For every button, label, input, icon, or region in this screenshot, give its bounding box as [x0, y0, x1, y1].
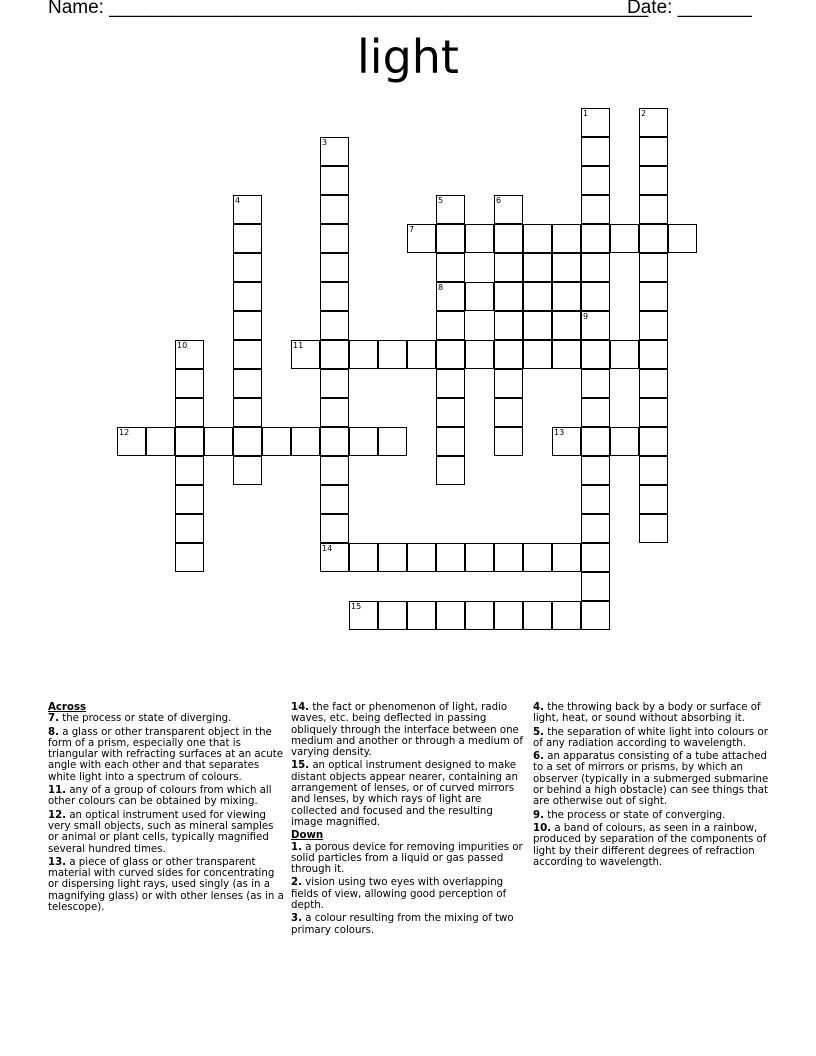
clue-text: any of a group of colours from which all other colours can be obtained by mixing.	[48, 785, 272, 808]
grid-cell[interactable]	[291, 427, 320, 456]
grid-cell[interactable]	[581, 108, 610, 137]
clue-number-label: 8.	[48, 726, 59, 738]
grid-cell[interactable]	[233, 456, 262, 485]
grid-cell[interactable]	[320, 166, 349, 195]
grid-cell[interactable]	[581, 485, 610, 514]
clue-number: 4	[235, 196, 241, 205]
grid-cell[interactable]	[233, 369, 262, 398]
date-field-label: Date: _______	[627, 0, 752, 18]
clue-column-3	[533, 702, 769, 870]
grid-cell[interactable]	[436, 282, 465, 311]
grid-cell[interactable]	[233, 340, 262, 369]
clue-text: the separation of white light into colours or of any radiation according to wavelength.	[533, 726, 768, 749]
clue-text: an apparatus consisting of a tube attached to a set of mirrors or prisms, by which an observer (typically in a submerged submarine or behind a high obstacle) can see things that are otherwise out of sight.	[533, 751, 769, 808]
clue-number: 2	[641, 109, 647, 118]
grid-cell[interactable]	[436, 195, 465, 224]
grid-cell[interactable]	[436, 398, 465, 427]
clue-item	[291, 877, 527, 911]
grid-cell[interactable]	[494, 253, 523, 282]
clue-number-label: 9.	[533, 809, 544, 821]
clue-number: 9	[583, 312, 589, 321]
grid-cell[interactable]	[349, 427, 378, 456]
grid-cell[interactable]	[233, 253, 262, 282]
grid-cell[interactable]	[668, 224, 697, 253]
clue-number: 13	[554, 428, 565, 437]
grid-cell[interactable]	[494, 543, 523, 572]
grid-cell[interactable]	[465, 601, 494, 630]
grid-cell[interactable]	[436, 543, 465, 572]
clue-number: 14	[322, 544, 333, 553]
clue-item	[48, 727, 284, 783]
grid-cell[interactable]	[320, 485, 349, 514]
grid-cell[interactable]	[233, 311, 262, 340]
clue-text: a colour resulting from the mixing of two primary colours.	[291, 913, 514, 936]
clue-column-2	[291, 702, 527, 938]
grid-cell[interactable]	[523, 311, 552, 340]
grid-cell[interactable]	[378, 601, 407, 630]
clue-number: 7	[409, 225, 415, 234]
clue-text: the fact or phenomenon of light, radio waves, etc. being deflected in passing obliquely through the interface between one medium and another or through a medium of varying density.	[291, 702, 523, 759]
grid-cell[interactable]	[378, 543, 407, 572]
clue-number: 6	[496, 196, 502, 205]
grid-cell[interactable]	[552, 253, 581, 282]
grid-cell[interactable]	[494, 369, 523, 398]
grid-cell[interactable]	[581, 456, 610, 485]
grid-cell[interactable]	[436, 456, 465, 485]
grid-cell[interactable]	[349, 601, 378, 630]
grid-cell[interactable]	[204, 427, 233, 456]
clue-number-label: 14.	[291, 702, 310, 713]
grid-cell[interactable]	[494, 601, 523, 630]
grid-cell[interactable]	[146, 427, 175, 456]
grid-cell[interactable]	[610, 224, 639, 253]
grid-cell[interactable]	[581, 572, 610, 601]
grid-cell[interactable]	[494, 282, 523, 311]
grid-cell[interactable]	[639, 485, 668, 514]
clue-text: the throwing back by a body or surface of light, heat, or sound without absorbing it.	[533, 702, 761, 725]
clue-text: an optical instrument used for viewing very small objects, such as mineral samples or animal or plant cells, typically magnified several hundred times.	[48, 809, 274, 855]
grid-cell[interactable]	[436, 224, 465, 253]
grid-cell[interactable]	[320, 137, 349, 166]
grid-cell[interactable]	[552, 427, 581, 456]
clue-item	[291, 760, 527, 828]
clue-number-label: 5.	[533, 726, 544, 738]
grid-cell[interactable]	[581, 253, 610, 282]
grid-cell[interactable]	[320, 427, 349, 456]
clue-text: an optical instrument designed to make distant objects appear nearer, containing an arrangement of lenses, or of curved mirrors and lenses, by which rays of light are collected and focused and the resulting image magnified.	[291, 760, 518, 828]
grid-cell[interactable]	[552, 543, 581, 572]
grid-cell[interactable]	[581, 282, 610, 311]
clue-number-label: 7.	[48, 713, 59, 725]
clue-section-heading: Down	[291, 830, 324, 842]
grid-cell[interactable]	[552, 340, 581, 369]
grid-cell[interactable]	[581, 340, 610, 369]
grid-cell[interactable]	[494, 224, 523, 253]
clue-number: 1	[583, 109, 589, 118]
grid-cell[interactable]	[378, 340, 407, 369]
clue-number-label: 11.	[48, 785, 67, 797]
grid-cell[interactable]	[639, 311, 668, 340]
grid-cell[interactable]	[407, 601, 436, 630]
clue-column-1	[48, 702, 284, 915]
clue-number: 3	[322, 138, 328, 147]
grid-cell[interactable]	[465, 282, 494, 311]
grid-cell[interactable]	[494, 311, 523, 340]
clue-text: the process or state of converging.	[547, 809, 726, 821]
grid-cell[interactable]	[581, 195, 610, 224]
grid-cell[interactable]	[494, 427, 523, 456]
grid-cell[interactable]	[320, 456, 349, 485]
clue-text: a piece of glass or other transparent material with curved sides for concentrating or dispersing light rays, used singly (as in a magnifying glass) or with other lenses (as in a telescope).	[48, 856, 284, 914]
grid-cell[interactable]	[436, 601, 465, 630]
grid-cell[interactable]	[639, 108, 668, 137]
clue-number: 5	[438, 196, 444, 205]
grid-cell[interactable]	[639, 427, 668, 456]
clue-item	[291, 913, 527, 936]
puzzle-title: light	[357, 30, 459, 84]
clue-item	[291, 842, 527, 876]
grid-cell[interactable]	[639, 340, 668, 369]
grid-cell[interactable]	[639, 137, 668, 166]
grid-cell[interactable]	[349, 340, 378, 369]
grid-cell[interactable]	[581, 311, 610, 340]
grid-cell[interactable]	[436, 311, 465, 340]
grid-cell[interactable]	[523, 253, 552, 282]
grid-cell[interactable]	[465, 543, 494, 572]
grid-cell[interactable]	[320, 543, 349, 572]
grid-cell[interactable]	[523, 224, 552, 253]
clue-number-label: 1.	[291, 841, 302, 853]
grid-cell[interactable]	[639, 224, 668, 253]
grid-cell[interactable]	[581, 137, 610, 166]
clue-number-label: 15.	[291, 760, 310, 772]
grid-cell[interactable]	[175, 427, 204, 456]
clue-item	[48, 857, 284, 913]
grid-cell[interactable]	[320, 195, 349, 224]
grid-cell[interactable]	[320, 398, 349, 427]
grid-cell[interactable]	[610, 427, 639, 456]
grid-cell[interactable]	[552, 224, 581, 253]
clue-number-label: 13.	[48, 856, 67, 868]
grid-cell[interactable]	[378, 427, 407, 456]
grid-cell[interactable]	[581, 398, 610, 427]
grid-cell[interactable]	[175, 340, 204, 369]
grid-cell[interactable]	[349, 543, 378, 572]
grid-cell[interactable]	[291, 340, 320, 369]
grid-cell[interactable]	[407, 340, 436, 369]
grid-cell[interactable]	[320, 224, 349, 253]
grid-cell[interactable]	[639, 369, 668, 398]
clue-item	[48, 810, 284, 855]
clue-number: 10	[177, 341, 188, 350]
grid-cell[interactable]	[175, 543, 204, 572]
grid-cell[interactable]	[639, 253, 668, 282]
grid-cell[interactable]	[175, 398, 204, 427]
grid-cell[interactable]	[117, 427, 146, 456]
clue-item	[533, 810, 769, 821]
grid-cell[interactable]	[407, 543, 436, 572]
grid-cell[interactable]	[320, 311, 349, 340]
grid-cell[interactable]	[581, 601, 610, 630]
grid-cell[interactable]	[320, 253, 349, 282]
grid-cell[interactable]	[436, 369, 465, 398]
grid-cell[interactable]	[465, 224, 494, 253]
clue-item	[48, 713, 284, 724]
grid-cell[interactable]	[581, 369, 610, 398]
grid-cell[interactable]	[175, 369, 204, 398]
grid-cell[interactable]	[581, 427, 610, 456]
clue-number: 15	[351, 602, 362, 611]
grid-cell[interactable]	[523, 340, 552, 369]
clue-section-heading: Across	[48, 702, 87, 713]
clue-text: vision using two eyes with overlapping fields of view, allowing good perception of depth.	[291, 877, 507, 912]
clue-item	[48, 785, 284, 808]
grid-cell[interactable]	[639, 166, 668, 195]
clue-number: 11	[293, 341, 304, 350]
grid-cell[interactable]	[233, 195, 262, 224]
grid-cell[interactable]	[523, 601, 552, 630]
grid-cell[interactable]	[320, 369, 349, 398]
grid-cell[interactable]	[610, 340, 639, 369]
grid-cell[interactable]	[552, 311, 581, 340]
grid-cell[interactable]	[233, 224, 262, 253]
grid-cell[interactable]	[407, 224, 436, 253]
grid-cell[interactable]	[639, 514, 668, 543]
clue-item	[533, 727, 769, 750]
grid-cell[interactable]	[581, 514, 610, 543]
grid-cell[interactable]	[523, 543, 552, 572]
clue-number: 12	[119, 428, 130, 437]
grid-cell[interactable]	[233, 282, 262, 311]
clue-number-label: 12.	[48, 809, 67, 821]
grid-cell[interactable]	[320, 514, 349, 543]
clue-number-label: 10.	[533, 822, 552, 834]
grid-cell[interactable]	[233, 427, 262, 456]
grid-cell[interactable]	[639, 282, 668, 311]
clue-item	[533, 751, 769, 807]
grid-cell[interactable]	[262, 427, 291, 456]
grid-cell[interactable]	[233, 398, 262, 427]
grid-cell[interactable]	[523, 282, 552, 311]
grid-cell[interactable]	[436, 340, 465, 369]
clue-number-label: 4.	[533, 702, 544, 713]
clue-item	[533, 823, 769, 868]
clue-item	[533, 702, 769, 725]
clue-text: a band of colours, as seen in a rainbow, produced by separation of the components of light by their different degrees of refraction according to wavelength.	[533, 822, 767, 868]
grid-cell[interactable]	[436, 427, 465, 456]
name-field-label: Name: ___________________________________________________	[48, 0, 649, 18]
grid-cell[interactable]	[494, 340, 523, 369]
grid-cell[interactable]	[581, 166, 610, 195]
clue-item	[291, 702, 527, 758]
clue-text: a glass or other transparent object in the form of a prism, especially one that is triangular with refracting surfaces at an acute angle with each other and that separates white light into a spectrum of colours.	[48, 726, 283, 783]
grid-cell[interactable]	[639, 398, 668, 427]
grid-cell[interactable]	[581, 224, 610, 253]
grid-cell[interactable]	[320, 282, 349, 311]
grid-cell[interactable]	[581, 543, 610, 572]
grid-cell[interactable]	[639, 195, 668, 224]
grid-cell[interactable]	[175, 485, 204, 514]
grid-cell[interactable]	[494, 398, 523, 427]
grid-cell[interactable]	[552, 601, 581, 630]
grid-cell[interactable]	[320, 340, 349, 369]
clue-text: the process or state of diverging.	[62, 713, 232, 725]
grid-cell[interactable]	[552, 282, 581, 311]
grid-cell[interactable]	[175, 456, 204, 485]
grid-cell[interactable]	[639, 456, 668, 485]
clue-number-label: 2.	[291, 877, 302, 889]
clue-text: a porous device for removing impurities or solid particles from a liquid or gas passed through it.	[291, 841, 523, 876]
grid-cell[interactable]	[175, 514, 204, 543]
grid-cell[interactable]	[465, 340, 494, 369]
grid-cell[interactable]	[436, 253, 465, 282]
clue-number: 8	[438, 283, 444, 292]
clue-number-label: 3.	[291, 913, 302, 925]
clue-number-label: 6.	[533, 751, 544, 763]
grid-cell[interactable]	[494, 195, 523, 224]
